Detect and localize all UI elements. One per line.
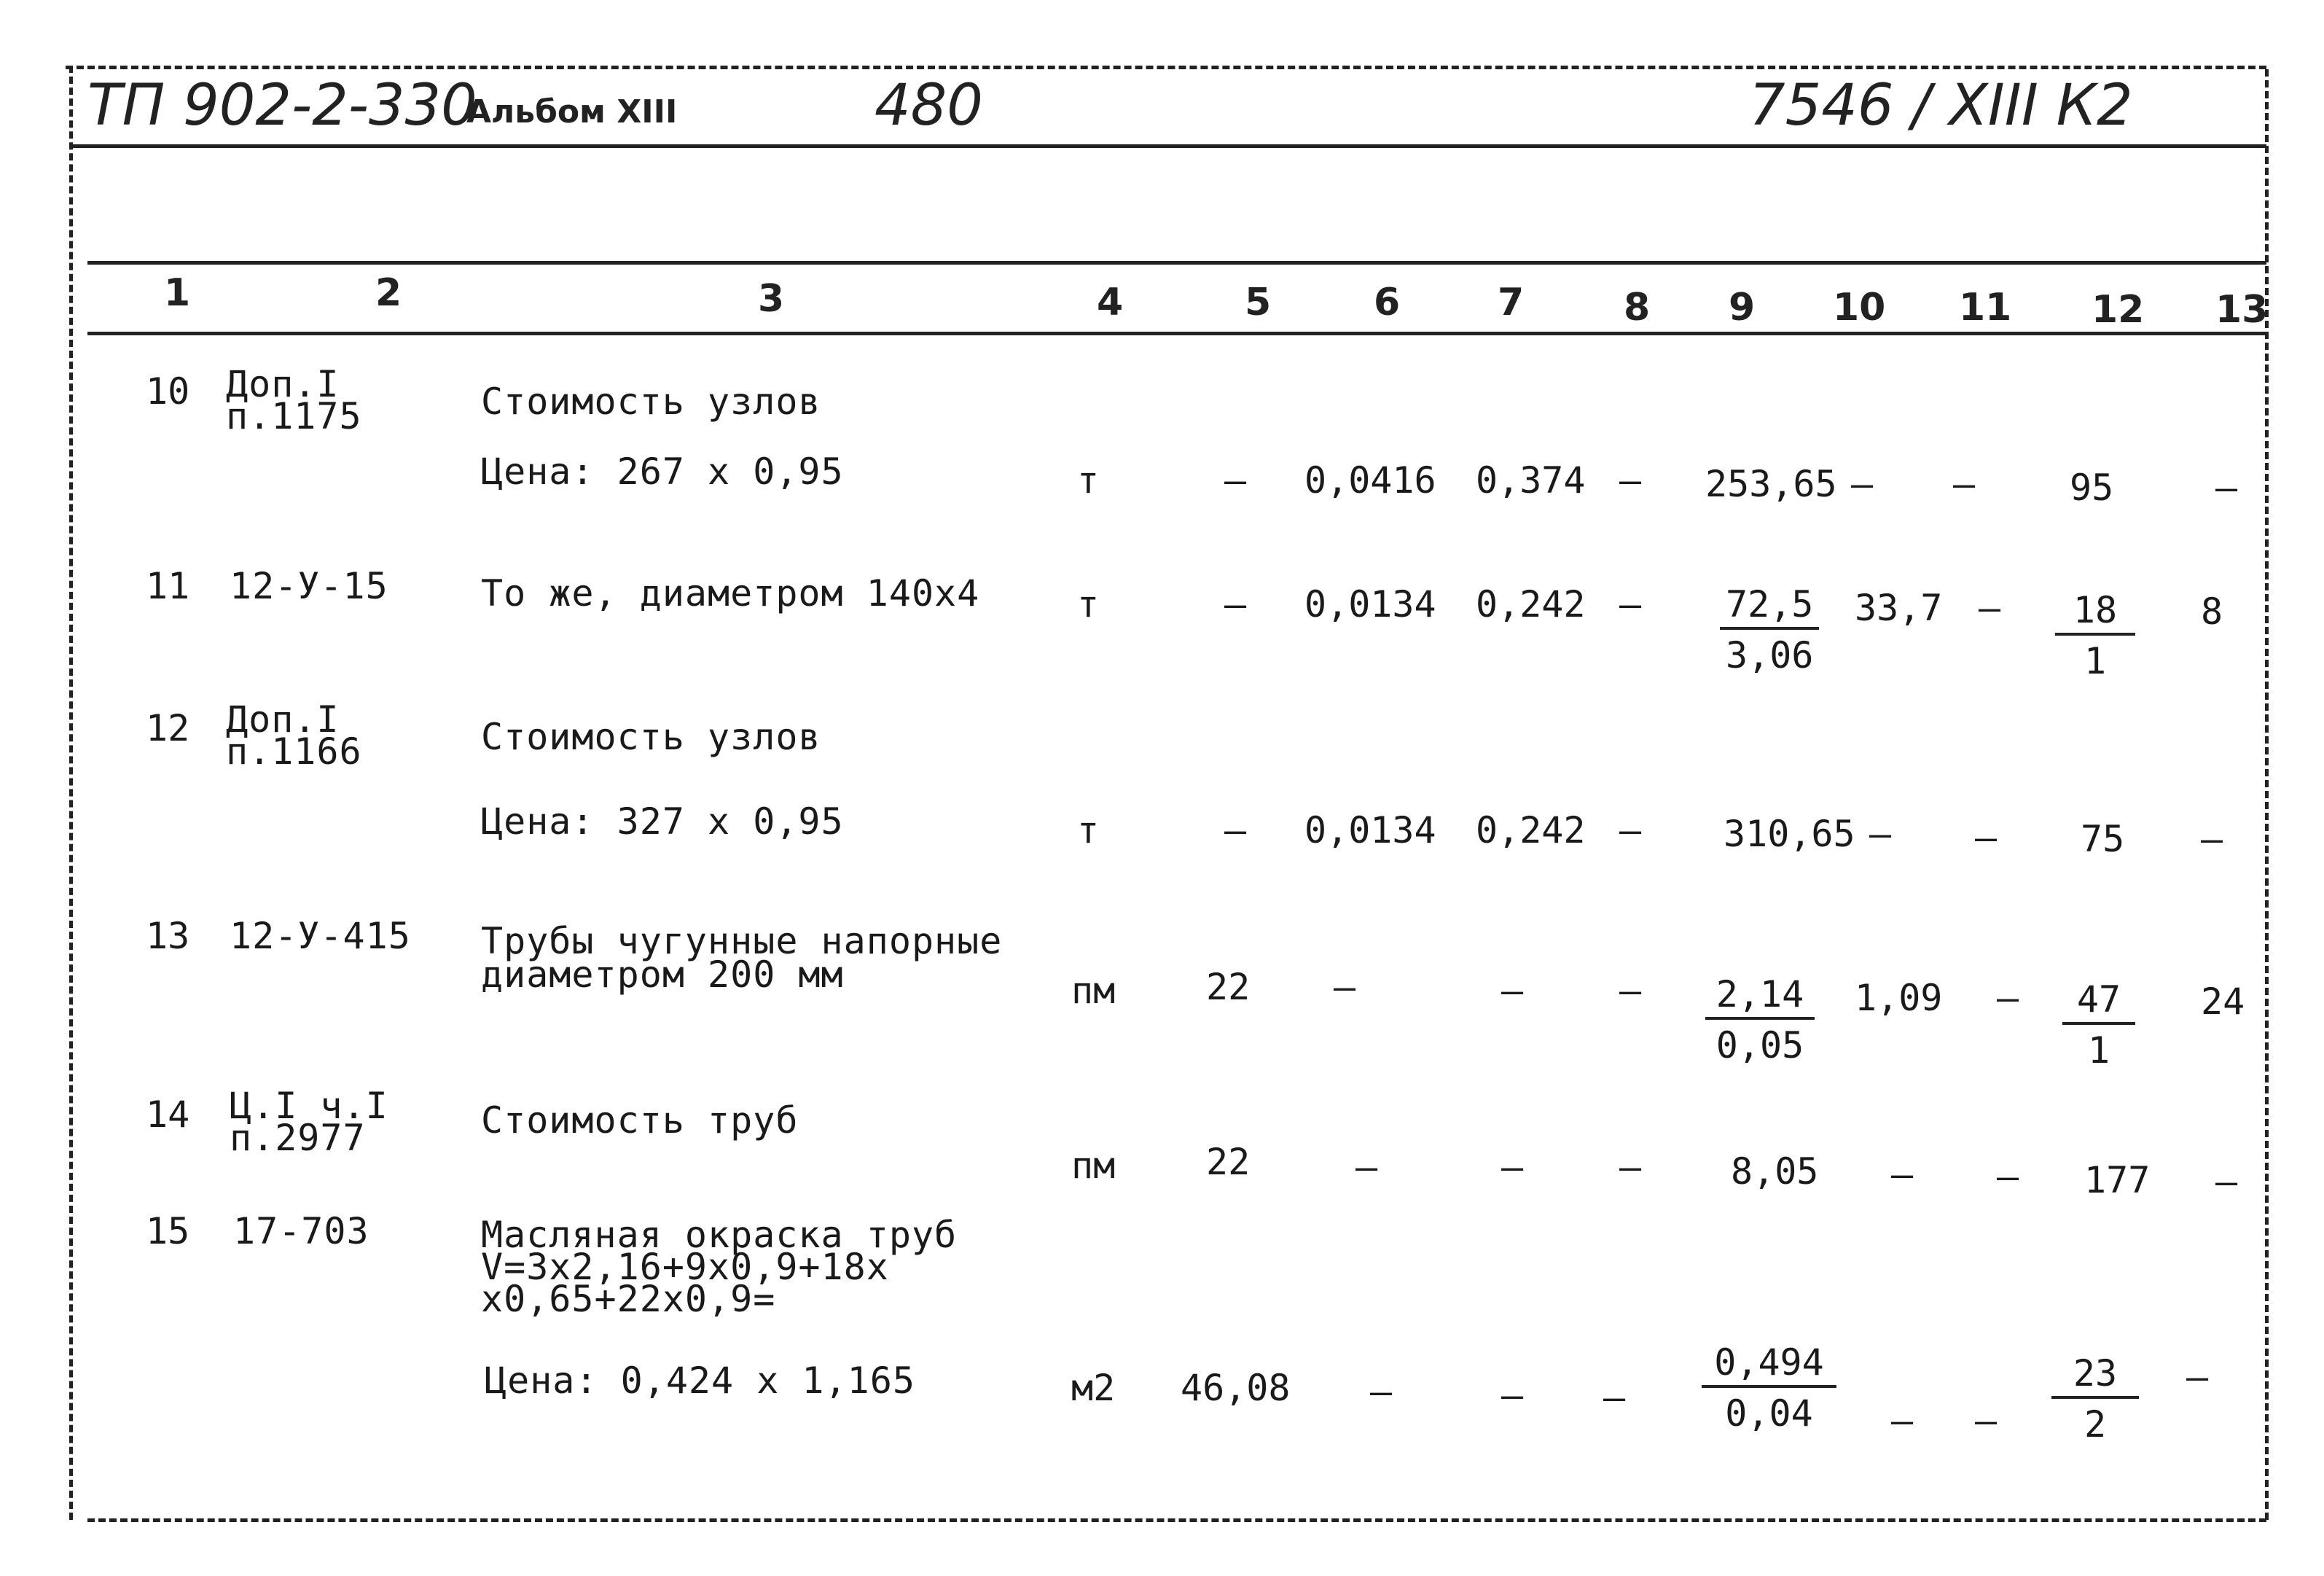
row12-col9: 310,65 (1724, 813, 1855, 855)
title-divider (69, 144, 2266, 148)
row10-qty: – (1224, 459, 1247, 502)
row13-number: 13 (146, 915, 190, 957)
row12-description: Стоимость узлов (481, 716, 821, 758)
row13-col9-fraction (1705, 973, 1815, 1066)
row10-col10: – (1851, 463, 1874, 505)
row14-col10: – (1891, 1153, 1914, 1195)
row13-description: Трубы чугунные напорные диаметром 200 мм (481, 920, 1003, 996)
row12-col12: 75 (2081, 818, 2125, 860)
row14-number: 14 (146, 1093, 190, 1136)
row15-col12-fraction (2051, 1352, 2139, 1446)
header-top-rule (87, 261, 2266, 265)
page-number: 480 (875, 73, 983, 139)
row14-col9: 8,05 (1731, 1150, 1819, 1193)
row12-col8: – (1619, 809, 1642, 851)
row10-code: Доп.I п.1175 (226, 363, 362, 437)
row15-col8: – (1603, 1376, 1626, 1419)
row10-number: 10 (146, 370, 190, 413)
row13-col9-numerator: 2,14 (1705, 973, 1815, 1020)
album-stamp: Альбом XIII (466, 93, 678, 130)
col-header-5: 5 (1245, 281, 1272, 324)
row11-col9-numerator: 72,5 (1720, 583, 1819, 630)
row11-qty: – (1224, 583, 1247, 625)
row12-col13: – (2201, 818, 2223, 860)
row12-col10: – (1869, 813, 1892, 855)
row10-col7: 0,374 (1476, 459, 1586, 502)
row11-col11: – (1979, 587, 2001, 629)
row13-col13: 24 (2201, 980, 2245, 1023)
row12-unit: т (1077, 809, 1100, 851)
col-header-2: 2 (375, 271, 402, 315)
row15-col6: – (1370, 1370, 1393, 1413)
row13-col6: – (1334, 966, 1356, 1008)
row12-code: Доп.I п.1166 (226, 698, 362, 773)
archive-reference: 7546 / XIII К2 (1749, 73, 2133, 139)
row13-col8: – (1619, 970, 1642, 1012)
col-header-12: 12 (2092, 288, 2145, 332)
row11-col6: 0,0134 (1304, 583, 1436, 625)
frame-bottom-border (87, 1518, 2266, 1522)
row12-col11: – (1975, 816, 1998, 859)
row15-col11: – (1975, 1400, 1998, 1442)
row14-col13: – (2215, 1160, 2238, 1203)
row13-col9-denominator: 0,05 (1715, 1024, 1804, 1066)
row13-col12-denominator: 1 (2087, 1029, 2110, 1072)
row13-qty: 22 (1206, 966, 1251, 1008)
row14-col8: – (1619, 1146, 1642, 1188)
col-header-10: 10 (1833, 286, 1886, 329)
row10-col13: – (2215, 467, 2238, 509)
row10-col8: – (1619, 459, 1642, 502)
row14-qty: 22 (1206, 1141, 1251, 1183)
row14-col11: – (1997, 1155, 2019, 1198)
row15-col9-fraction (1702, 1341, 1836, 1435)
row11-code: 12-У-15 (230, 565, 388, 607)
row13-col12-fraction (2062, 978, 2135, 1072)
col-header-3: 3 (758, 277, 785, 321)
row12-number: 12 (146, 707, 190, 749)
row10-price: Цена: 267 х 0,95 (481, 450, 844, 493)
row12-col6: 0,0134 (1304, 809, 1436, 851)
col-header-11: 11 (1959, 286, 2012, 329)
row10-col12: 95 (2070, 467, 2114, 509)
row12-qty: – (1224, 809, 1247, 851)
row14-col12: 177 (2084, 1159, 2151, 1201)
col-header-1: 1 (164, 271, 191, 315)
col-header-4: 4 (1097, 281, 1124, 324)
row11-col10: 33,7 (1855, 587, 1943, 629)
col-header-7: 7 (1498, 281, 1525, 324)
row13-code: 12-У-415 (230, 915, 411, 957)
row11-number: 11 (146, 565, 190, 607)
row10-col6: 0,0416 (1304, 459, 1436, 502)
row10-unit: т (1077, 459, 1100, 502)
row15-price: Цена: 0,424 х 1,165 (485, 1360, 915, 1402)
row14-col6: – (1355, 1146, 1378, 1188)
row15-code: 17-703 (233, 1210, 369, 1252)
row15-description: Масляная окраска труб V=3х2,16+9х0,9+18х х0,65+22х0,9= (481, 1214, 958, 1320)
col-header-13: 13 (2215, 288, 2269, 332)
frame-top-border (66, 66, 2266, 69)
row12-col7: 0,242 (1476, 809, 1586, 851)
row15-col9-numerator: 0,494 (1702, 1341, 1836, 1388)
row13-col11: – (1997, 977, 2019, 1019)
row13-col10: 1,09 (1855, 977, 1943, 1019)
frame-right-border (2265, 69, 2269, 1520)
row14-col7: – (1501, 1146, 1524, 1188)
row15-unit: м2 (1071, 1367, 1116, 1409)
row10-col11: – (1953, 463, 1976, 505)
row15-col12-numerator: 23 (2051, 1352, 2139, 1399)
row15-number: 15 (146, 1210, 190, 1252)
row13-unit: пм (1071, 970, 1116, 1012)
row11-col12-fraction (2055, 589, 2135, 682)
row11-col13: 8 (2201, 590, 2223, 633)
row11-col9-denominator: 3,06 (1726, 634, 1814, 676)
row14-unit: пм (1071, 1144, 1116, 1187)
col-header-6: 6 (1374, 281, 1401, 324)
row14-description: Стоимость труб (481, 1099, 799, 1142)
row15-col10: – (1891, 1400, 1914, 1442)
row11-col12-denominator: 1 (2084, 640, 2107, 682)
row13-col12-numerator: 47 (2062, 978, 2135, 1025)
row11-description: То же, диаметром 140х4 (481, 572, 980, 615)
header-bottom-rule (87, 332, 2266, 335)
row11-unit: т (1077, 583, 1100, 625)
frame-left-border (69, 66, 73, 1520)
row15-col7: – (1501, 1374, 1524, 1416)
row15-col9-denominator: 0,04 (1725, 1392, 1813, 1435)
row15-col12-denominator: 2 (2084, 1403, 2107, 1446)
row12-price: Цена: 327 х 0,95 (481, 800, 844, 843)
row15-qty: 46,08 (1181, 1367, 1291, 1409)
row13-col7: – (1501, 970, 1524, 1012)
row11-col8: – (1619, 583, 1642, 625)
row10-description: Стоимость узлов (481, 381, 821, 423)
row11-col9-fraction (1720, 583, 1819, 676)
project-code: ТП 902-2-330 (87, 73, 477, 139)
col-header-8: 8 (1624, 286, 1651, 329)
col-header-9: 9 (1729, 286, 1756, 329)
row11-col7: 0,242 (1476, 583, 1586, 625)
row15-col13: – (2186, 1356, 2209, 1398)
row11-col12-numerator: 18 (2055, 589, 2135, 636)
row10-col9: 253,65 (1705, 463, 1837, 505)
row14-code: Ц.I ч.I п.2977 (230, 1085, 388, 1159)
